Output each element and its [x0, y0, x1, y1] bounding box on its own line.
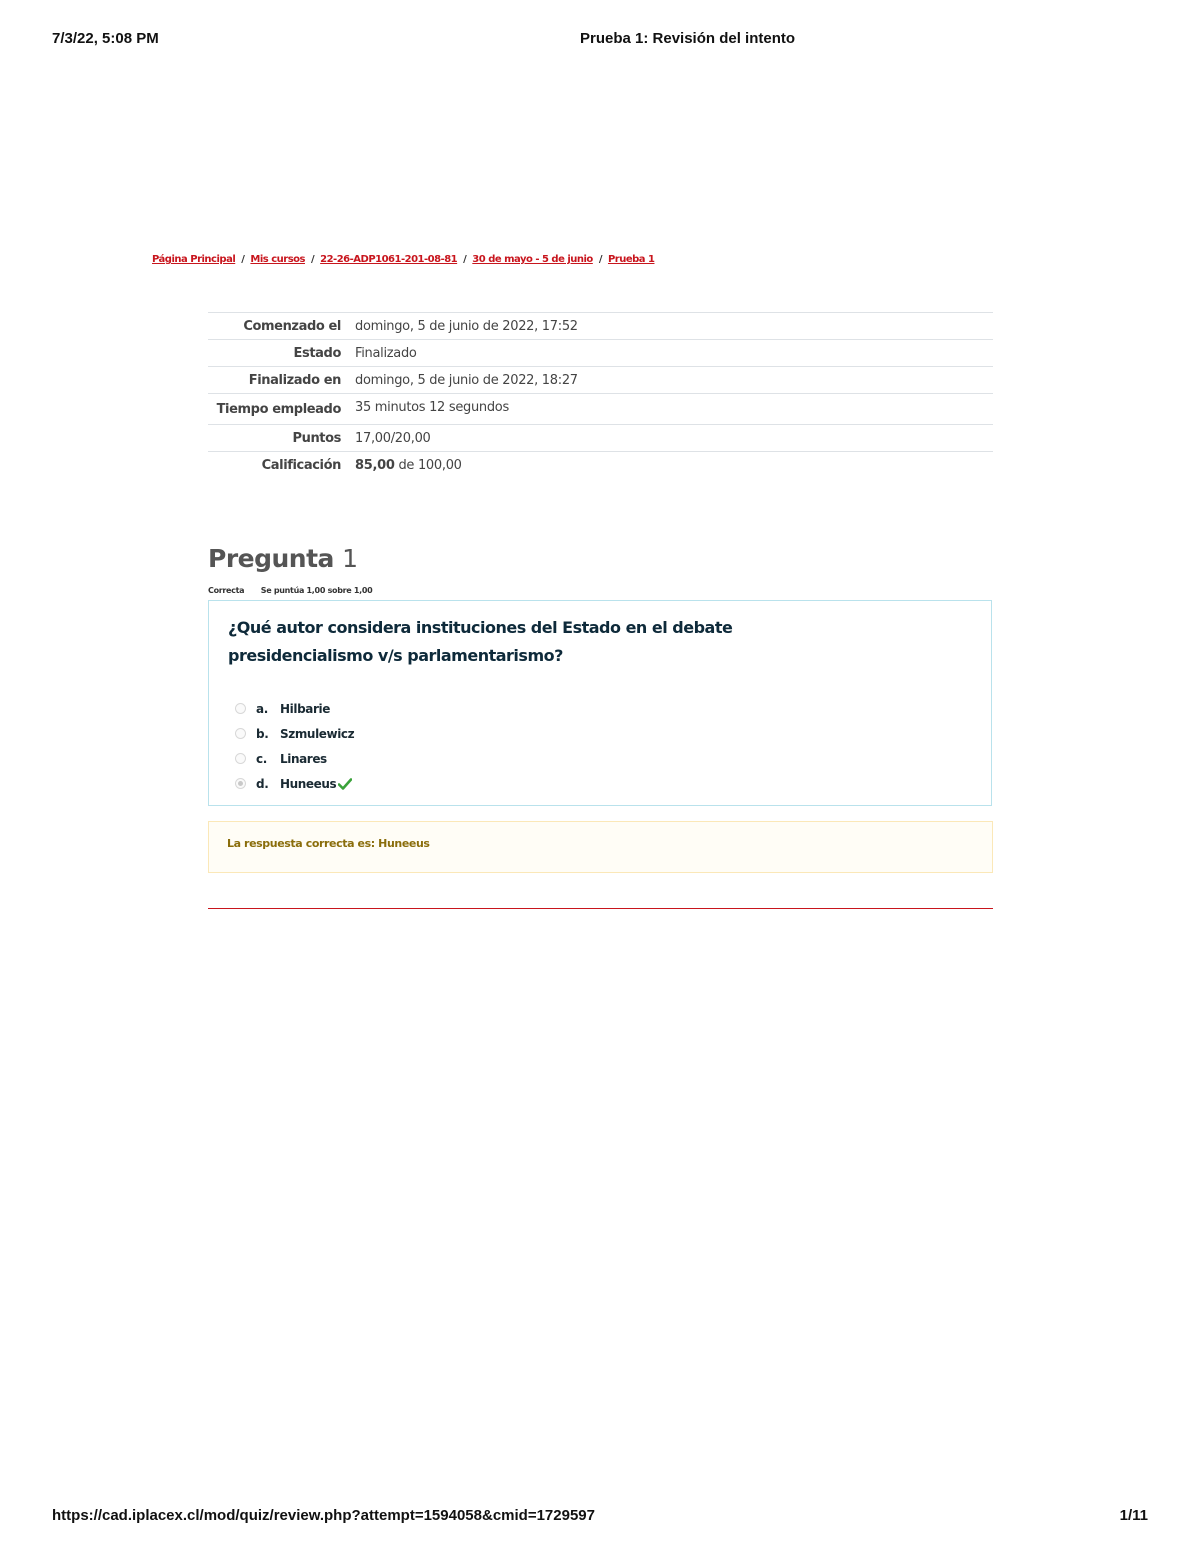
summary-value: Finalizado: [349, 340, 993, 367]
print-url: https://cad.iplacex.cl/mod/quiz/review.php?attempt=1594058&cmid=1729597: [52, 1507, 595, 1524]
summary-row-grade: [208, 452, 993, 479]
summary-label: Calificación: [208, 452, 349, 479]
breadcrumb-course[interactable]: 22-26-ADP1061-201-08-81: [320, 254, 458, 265]
question-status: Correcta: [208, 586, 245, 595]
summary-row-marks: [208, 425, 993, 452]
question-box: [208, 600, 992, 806]
summary-value: [349, 452, 993, 479]
breadcrumb-separator: /: [463, 254, 467, 265]
answer-letter: b.: [256, 726, 269, 741]
summary-value: domingo, 5 de junio de 2022, 17:52: [349, 313, 993, 340]
grade-value: 85,00: [355, 458, 395, 473]
divider: [208, 908, 993, 909]
radio-button[interactable]: [235, 753, 246, 764]
correct-check-icon: [338, 778, 352, 790]
summary-label: Tiempo empleado: [208, 394, 349, 425]
answer-option-c[interactable]: [235, 746, 354, 771]
radio-button-selected[interactable]: [235, 778, 246, 789]
summary-label: Estado: [208, 340, 349, 367]
answer-option-a[interactable]: [235, 696, 354, 721]
answer-letter: c.: [256, 751, 267, 766]
answer-text: Linares: [280, 751, 327, 766]
print-page-count: 1/11: [1119, 1507, 1148, 1524]
answer-letter: d.: [256, 776, 269, 791]
print-page-title: Prueba 1: Revisión del intento: [580, 30, 796, 47]
question-number: 1: [342, 544, 358, 573]
summary-label: Puntos: [208, 425, 349, 452]
answer-text: Hilbarie: [280, 701, 330, 716]
summary-value: 17,00/20,00: [349, 425, 993, 452]
answer-option-b[interactable]: [235, 721, 354, 746]
breadcrumb-quiz[interactable]: Prueba 1: [607, 254, 655, 265]
right-answer-text: La respuesta correcta es: Huneeus: [227, 837, 430, 850]
breadcrumb-my-courses[interactable]: Mis cursos: [250, 254, 305, 265]
summary-row-state: [208, 340, 993, 367]
breadcrumb-separator: /: [241, 254, 245, 265]
breadcrumb-separator: /: [310, 254, 315, 265]
summary-row-finished: [208, 367, 993, 394]
breadcrumb: [152, 254, 654, 265]
feedback-box: [208, 821, 993, 873]
question-text: ¿Qué autor considera instituciones del Estado en el debate presidencialismo v/s parlamentarismo?: [228, 618, 733, 665]
print-datetime: 7/3/22, 5:08 PM: [52, 30, 159, 47]
question-heading: [208, 544, 358, 573]
question-info: [208, 586, 386, 595]
summary-label: Finalizado en: [208, 367, 349, 394]
grade-out-of: de 100,00: [398, 458, 462, 473]
breadcrumb-home[interactable]: Página Principal: [152, 254, 236, 265]
summary-value: domingo, 5 de junio de 2022, 18:27: [349, 367, 993, 394]
radio-button[interactable]: [235, 728, 246, 739]
answer-text: Huneeus: [280, 776, 337, 791]
answer-list: [235, 696, 354, 796]
answer-option-d[interactable]: [235, 771, 354, 796]
summary-value: 35 minutos 12 segundos: [349, 394, 993, 425]
answer-letter: a.: [256, 701, 268, 716]
question-title: Pregunta: [208, 544, 334, 573]
radio-button[interactable]: [235, 703, 246, 714]
breadcrumb-week[interactable]: 30 de mayo - 5 de junio: [472, 254, 593, 265]
summary-row-time-taken: [208, 394, 993, 425]
summary-row-started: [208, 313, 993, 340]
summary-label: Comenzado el: [208, 313, 349, 340]
attempt-summary-table: [208, 312, 993, 478]
question-grade: Se puntúa 1,00 sobre 1,00: [260, 586, 373, 595]
breadcrumb-separator: /: [598, 254, 602, 265]
answer-text: Szmulewicz: [280, 726, 355, 741]
